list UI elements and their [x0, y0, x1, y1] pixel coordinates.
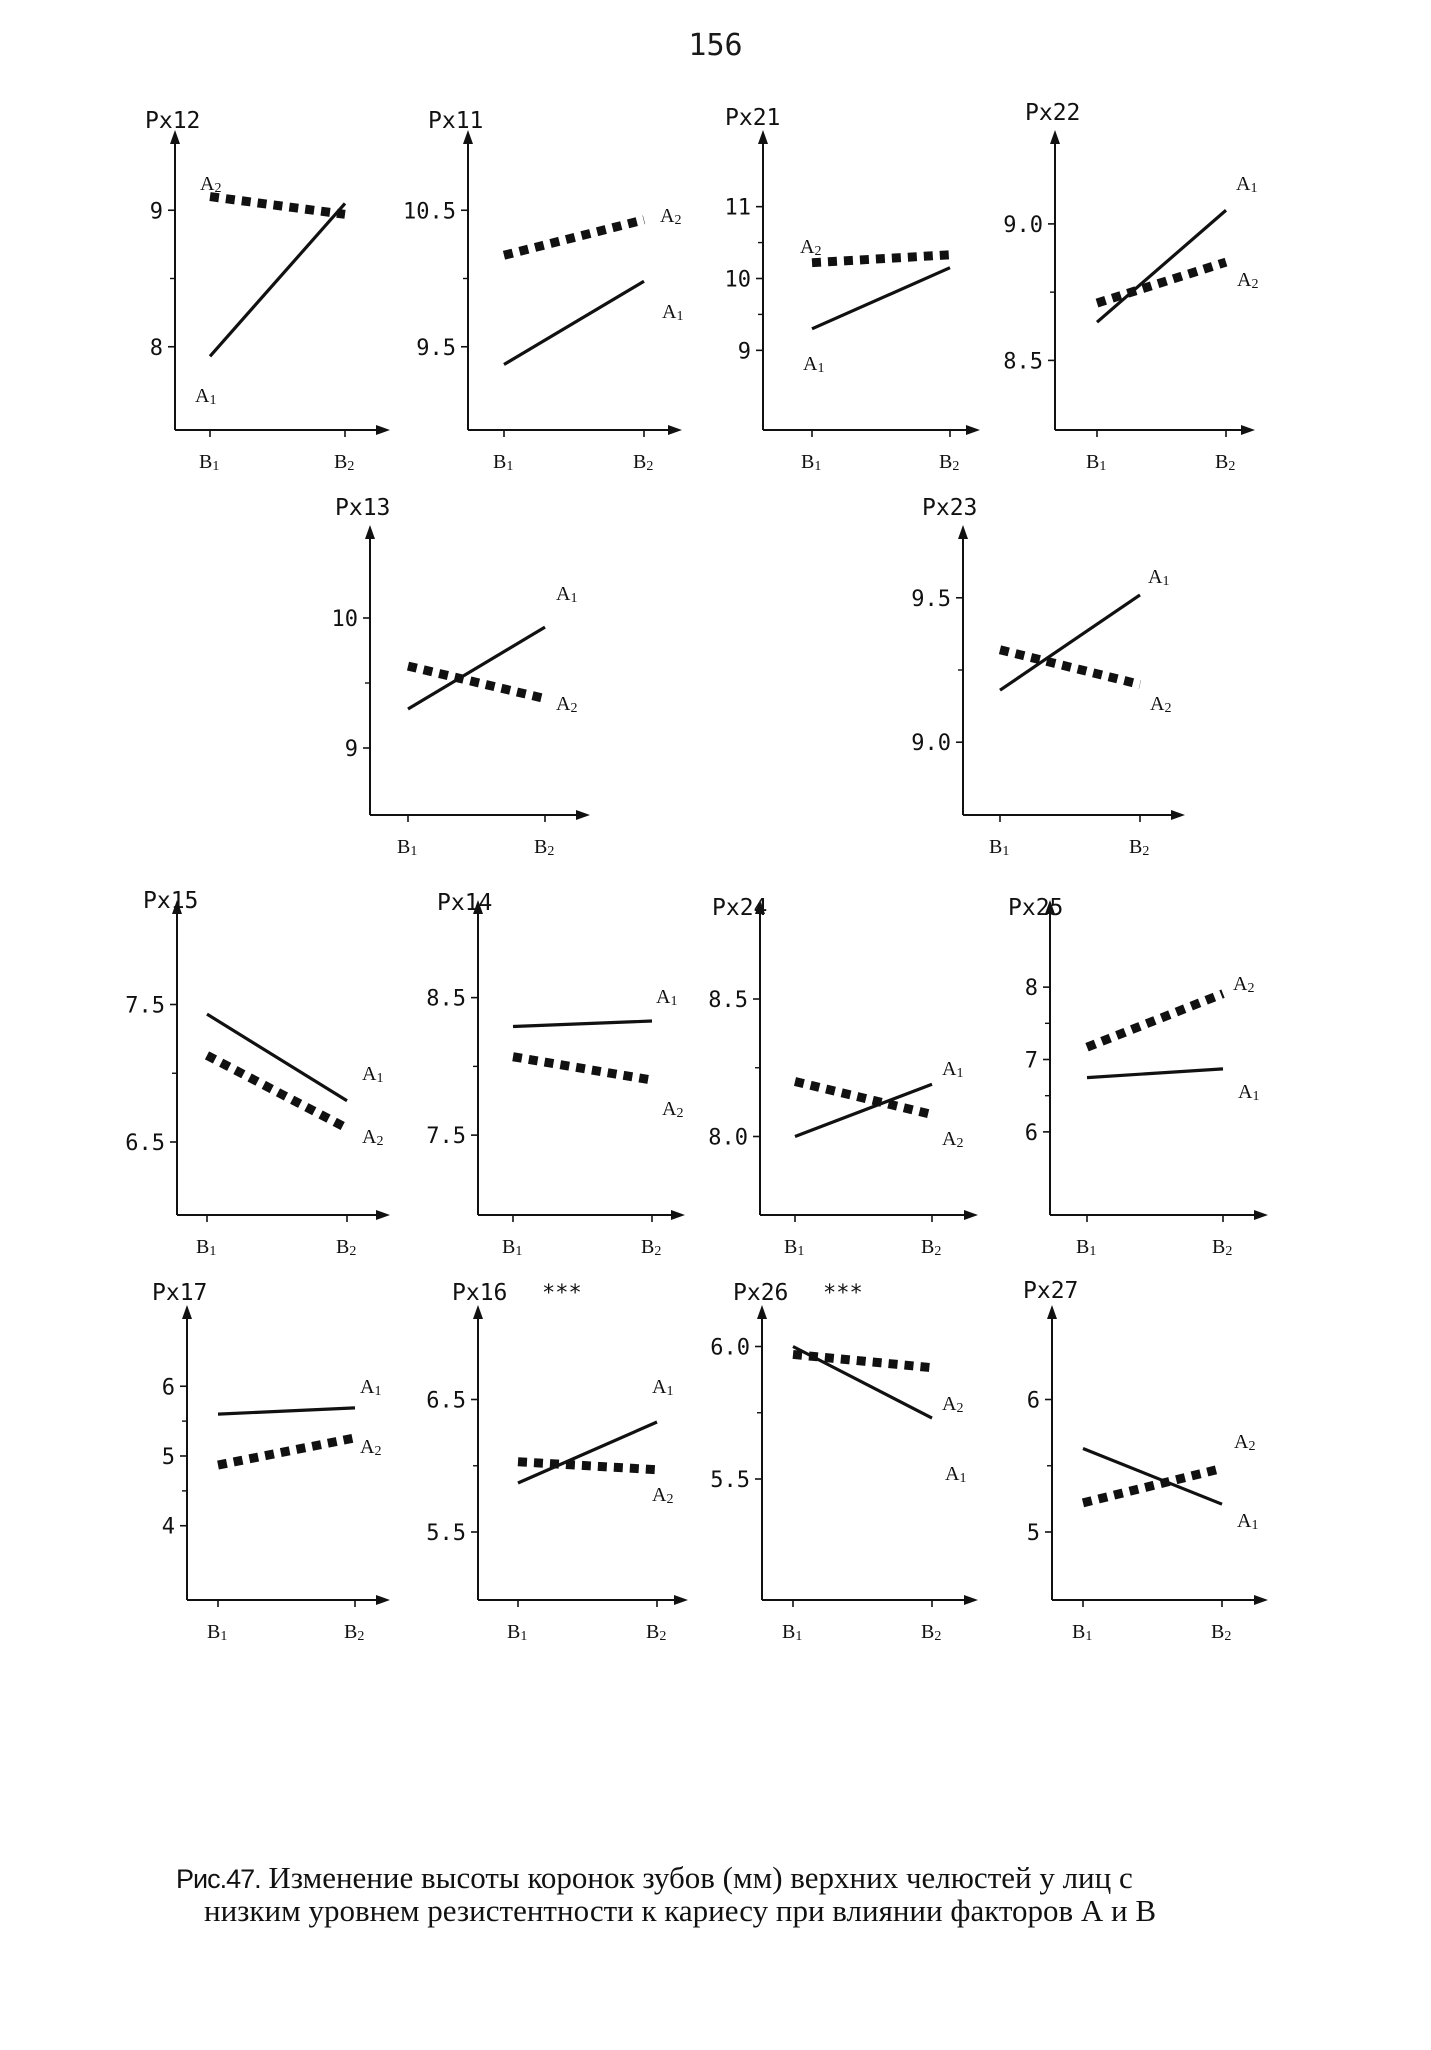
- x-axis-arrow: [671, 1210, 685, 1220]
- y-tick-label: 9: [344, 737, 358, 762]
- series-label-a1: A1: [195, 385, 217, 408]
- y-axis-arrow: [365, 525, 375, 539]
- series-line-a1: [513, 1021, 652, 1027]
- y-tick-label: 5.5: [710, 1468, 750, 1493]
- category-label: B2: [939, 451, 960, 474]
- series-label-a2: A2: [652, 1484, 674, 1507]
- y-tick-label: 8.5: [1003, 349, 1043, 375]
- panel-px11: [403, 108, 683, 474]
- y-tick-label: 9.5: [416, 335, 456, 361]
- panel-px26: [710, 1280, 978, 1644]
- y-tick-label: 9.0: [911, 731, 951, 757]
- category-label: B1: [784, 1236, 805, 1259]
- series-line-a1: [812, 268, 950, 329]
- series-label-a2: A2: [200, 173, 222, 196]
- x-axis-arrow: [1171, 810, 1185, 820]
- category-label: B1: [493, 451, 514, 474]
- series-line-a2: [210, 197, 345, 215]
- series-label-a2: A2: [800, 236, 822, 259]
- panel-px27: [1023, 1278, 1268, 1644]
- y-tick-label: 6: [1026, 1388, 1040, 1414]
- panel-title: Px15: [143, 888, 199, 914]
- x-axis-arrow: [964, 1210, 978, 1220]
- category-label: B2: [1215, 451, 1236, 474]
- category-label: B1: [1072, 1621, 1093, 1644]
- y-axis-arrow: [182, 1305, 192, 1319]
- panel-title: Px21: [725, 105, 781, 131]
- x-axis-arrow: [576, 810, 590, 820]
- category-label: B2: [1129, 836, 1150, 859]
- series-line-a1: [1087, 1069, 1223, 1078]
- series-line-a2: [218, 1438, 355, 1465]
- series-label-a2: A2: [556, 693, 578, 716]
- panel-title: Px11: [428, 108, 484, 134]
- panel-px17: [152, 1280, 390, 1644]
- series-line-a1: [1000, 595, 1140, 690]
- y-axis-arrow: [758, 130, 768, 144]
- panel-px21: [725, 105, 981, 474]
- category-label: B1: [196, 1236, 217, 1259]
- category-label: B2: [534, 836, 555, 859]
- series-label-a2: A2: [662, 1098, 684, 1121]
- significance-stars: ***: [542, 1281, 582, 1306]
- caption-lead: Рис.47.: [176, 1864, 261, 1894]
- category-label: B2: [1211, 1621, 1232, 1644]
- panel-px13: [332, 495, 591, 859]
- category-label: B2: [336, 1236, 357, 1259]
- series-line-a1: [504, 281, 644, 364]
- series-label-a2: A2: [1233, 973, 1255, 996]
- panel-title: Px13: [335, 495, 391, 521]
- series-line-a1: [518, 1422, 657, 1483]
- panel-px25: [1008, 895, 1268, 1259]
- panel-title: Px25: [1008, 895, 1064, 921]
- y-axis-arrow: [958, 525, 968, 539]
- series-line-a1: [210, 203, 345, 356]
- series-label-a1: A1: [362, 1063, 384, 1086]
- series-line-a2: [1087, 994, 1223, 1048]
- y-tick-label: 6.5: [125, 1131, 165, 1156]
- y-axis-arrow: [473, 1305, 483, 1319]
- category-label: B2: [646, 1621, 667, 1644]
- series-line-a2: [504, 220, 644, 255]
- category-label: B1: [207, 1621, 228, 1644]
- panel-title: Px16: [452, 1280, 508, 1306]
- panel-title: Px26: [733, 1280, 789, 1306]
- series-line-a2: [408, 666, 545, 699]
- series-label-a1: A1: [662, 301, 684, 324]
- x-axis-arrow: [674, 1595, 688, 1605]
- y-tick-label: 7: [1024, 1048, 1038, 1074]
- y-tick-label: 9: [149, 199, 163, 225]
- series-line-a2: [1083, 1468, 1222, 1502]
- y-tick-label: 8: [149, 335, 163, 361]
- series-label-a1: A1: [1148, 566, 1170, 589]
- y-tick-label: 8.5: [708, 988, 748, 1013]
- panel-title: Px17: [152, 1280, 208, 1306]
- y-axis-arrow: [1050, 130, 1060, 144]
- page-number: 156: [688, 28, 743, 63]
- y-tick-label: 8.5: [426, 986, 466, 1012]
- category-label: B1: [1076, 1236, 1097, 1259]
- series-line-a2: [207, 1055, 347, 1128]
- panel-title: Px22: [1025, 100, 1081, 126]
- y-tick-label: 5.5: [426, 1521, 466, 1546]
- panel-title: Px23: [922, 495, 978, 521]
- y-tick-label: 9: [737, 339, 751, 365]
- y-tick-label: 10: [331, 607, 358, 632]
- panel-title: Px14: [437, 890, 493, 916]
- caption-line2: низким уровнем резистентности к кариесу при влиянии факторов А и В: [204, 1893, 1157, 1928]
- y-tick-label: 11: [724, 195, 751, 221]
- panel-title: Px12: [145, 108, 201, 134]
- category-label: B1: [1086, 451, 1107, 474]
- y-tick-label: 6: [1024, 1120, 1038, 1146]
- category-label: B2: [633, 451, 654, 474]
- series-label-a2: A2: [1234, 1431, 1256, 1454]
- y-tick-label: 6.5: [426, 1388, 466, 1414]
- x-axis-arrow: [964, 1595, 978, 1605]
- series-label-a1: A1: [1237, 1510, 1259, 1533]
- y-tick-label: 9.0: [1003, 212, 1043, 238]
- category-label: B1: [989, 836, 1010, 859]
- panel-px14: [426, 890, 685, 1259]
- category-label: B1: [502, 1236, 523, 1259]
- significance-stars: ***: [823, 1281, 863, 1306]
- y-tick-label: 10.5: [403, 199, 456, 225]
- panel-px24: [708, 895, 978, 1259]
- category-label: B1: [801, 451, 822, 474]
- panel-title: Px24: [712, 895, 768, 921]
- y-tick-label: 6: [161, 1375, 175, 1401]
- series-label-a1: A1: [656, 986, 678, 1009]
- series-line-a2: [812, 255, 950, 263]
- category-label: B2: [921, 1236, 942, 1259]
- y-tick-label: 5: [1026, 1521, 1040, 1546]
- y-tick-label: 10: [724, 267, 751, 293]
- series-label-a1: A1: [945, 1463, 967, 1486]
- series-label-a1: A1: [1236, 173, 1258, 196]
- series-label-a1: A1: [803, 353, 825, 376]
- x-axis-arrow: [376, 1595, 390, 1605]
- series-label-a2: A2: [362, 1126, 384, 1149]
- y-tick-label: 5: [161, 1444, 175, 1470]
- series-label-a1: A1: [360, 1376, 382, 1399]
- series-label-a1: A1: [556, 583, 578, 606]
- panel-px22: [1003, 100, 1258, 474]
- x-axis-arrow: [966, 425, 980, 435]
- series-line-a2: [513, 1057, 652, 1080]
- category-label: B2: [334, 451, 355, 474]
- y-tick-label: 6.0: [710, 1335, 750, 1361]
- y-tick-label: 7.5: [426, 1124, 466, 1150]
- figure-caption: [176, 1862, 1356, 1927]
- panel-px23: [911, 495, 1185, 859]
- series-label-a2: A2: [942, 1393, 964, 1416]
- panel-title: Px27: [1023, 1278, 1079, 1304]
- y-tick-label: 9.5: [911, 586, 951, 612]
- series-line-a1: [218, 1408, 355, 1414]
- series-label-a1: A1: [942, 1058, 964, 1081]
- category-label: B2: [921, 1621, 942, 1644]
- series-label-a2: A2: [360, 1436, 382, 1459]
- series-line-a1: [207, 1014, 347, 1101]
- series-line-a2: [1000, 650, 1140, 685]
- x-axis-arrow: [668, 425, 682, 435]
- series-label-a1: A1: [652, 1376, 674, 1399]
- category-label: B1: [199, 451, 220, 474]
- category-label: B2: [344, 1621, 365, 1644]
- panel-px16: [426, 1280, 688, 1644]
- panel-px15: [125, 888, 390, 1259]
- x-axis-arrow: [1254, 1595, 1268, 1605]
- x-axis-arrow: [376, 425, 390, 435]
- category-label: B2: [641, 1236, 662, 1259]
- category-label: B1: [782, 1621, 803, 1644]
- series-label-a2: A2: [1150, 693, 1172, 716]
- series-label-a1: A1: [1238, 1081, 1260, 1104]
- category-label: B2: [1212, 1236, 1233, 1259]
- y-tick-label: 8: [1024, 976, 1038, 1002]
- x-axis-arrow: [376, 1210, 390, 1220]
- y-tick-label: 4: [161, 1514, 175, 1540]
- x-axis-arrow: [1254, 1210, 1268, 1220]
- series-label-a2: A2: [1237, 269, 1259, 292]
- y-tick-label: 7.5: [125, 993, 165, 1019]
- panel-px12: [145, 108, 390, 474]
- y-tick-label: 8.0: [708, 1125, 748, 1151]
- series-label-a2: A2: [942, 1128, 964, 1151]
- category-label: B1: [397, 836, 418, 859]
- caption-line1: Изменение высоты коронок зубов (мм) верхних челюстей у лиц с: [268, 1860, 1133, 1895]
- y-axis-arrow: [757, 1305, 767, 1319]
- y-axis-arrow: [1047, 1305, 1057, 1319]
- x-axis-arrow: [1241, 425, 1255, 435]
- series-line-a2: [518, 1462, 657, 1470]
- series-label-a2: A2: [660, 205, 682, 228]
- category-label: B1: [507, 1621, 528, 1644]
